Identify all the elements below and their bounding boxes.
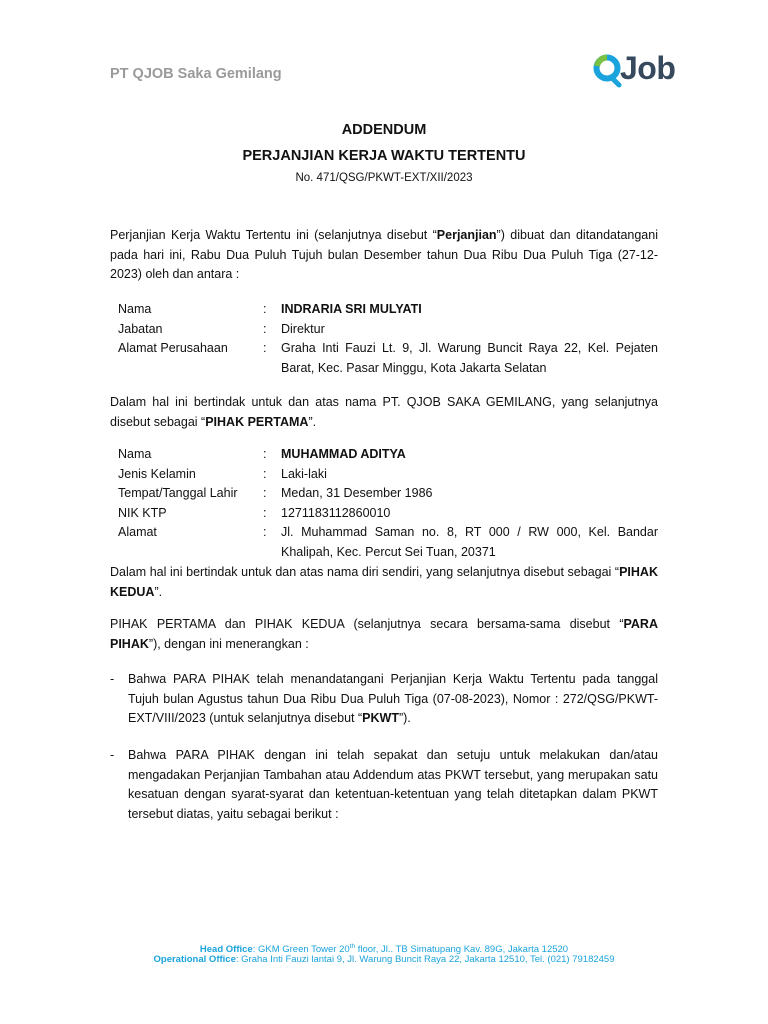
party2-table	[118, 445, 658, 562]
doc-subtitle: PERJANJIAN KERJA WAKTU TERTENTU	[242, 148, 526, 164]
party1-row-jabatan: Jabatan : Direktur	[118, 321, 325, 336]
logo-text: Job	[620, 50, 676, 86]
company-name: PT QJOB Saka Gemilang	[110, 66, 282, 82]
qjob-logo	[592, 52, 702, 94]
party2-row-ttl: Tempat/Tanggal Lahir : Medan, 31 Desember 1986	[118, 486, 433, 500]
bullet-item: - Bahwa PARA PIHAK dengan ini telah sepakat dan setuju untuk melakukan dan/atau mengadakan Perjanjian Tambahan atau Addendum atas PKWT tersebut, yang merupakan satu kesatuan dengan syarat-syarat dan ketentuan-ketentuan yang telah ditetapkan dalam PKWT tersebut diatas, yaitu sebagai berikut :	[110, 748, 658, 821]
party1-role: Dalam hal ini bertindak untuk dan atas nama PT. QJOB SAKA GEMILANG, yang selanjutnya disebut sebagai “PIHAK PERTAMA”.	[110, 395, 658, 429]
party2-row-jenis-kelamin: Jenis Kelamin : Laki-laki	[118, 466, 327, 481]
party1-row-alamat: Alamat Perusahaan : Graha Inti Fauzi Lt. 9, Jl. Warung Buncit Raya 22, Kel. Pejaten Barat, Kec. Pasar Minggu, Kota Jakarta Selatan	[118, 341, 658, 375]
doc-title: ADDENDUM	[341, 122, 427, 138]
party2-row-alamat: Alamat : Jl. Muhammad Saman no. 8, RT 000 / RW 000, Kel. Bandar Khalipah, Kec. Percut Sei Tuan, 20371	[118, 525, 658, 559]
party2-row-nama: Nama : MUHAMMAD ADITYA	[118, 447, 406, 461]
intro-paragraph: Perjanjian Kerja Waktu Tertentu ini (selanjutnya disebut “Perjanjian”) dibuat dan ditandatangani pada hari ini, Rabu Dua Puluh Tujuh bulan Desember tahun Dua Ribu Dua Puluh Tiga (27-12-2023) oleh dan antara :	[110, 228, 658, 281]
bullet-item: - Bahwa PARA PIHAK telah menandatangani Perjanjian Kerja Waktu Tertentu pada tanggal Tujuh bulan Agustus tahun Dua Ribu Dua Puluh Tiga (07-08-2023), Nomor : 272/QSG/PKWT-EXT/VIII/2023 (untuk selanjutnya disebut “PKWT”).	[110, 672, 658, 725]
party2-role: Dalam hal ini bertindak untuk dan atas nama diri sendiri, yang selanjutnya disebut sebagai “PIHAK KEDUA”.	[110, 565, 658, 599]
footer-operational-office: Operational Office: Graha Inti Fauzi lantai 9, Jl. Warung Buncit Raya 22, Jakarta 12510, Tel. (021) 79182459	[153, 954, 615, 965]
party2-row-nik: NIK KTP : 1271183112860010	[118, 505, 391, 520]
party1-table	[118, 300, 658, 378]
doc-number: No. 471/QSG/PKWT-EXT/XII/2023	[295, 172, 473, 184]
party1-row-nama: Nama : INDRARIA SRI MULYATI	[118, 302, 422, 316]
footer-head-office: Head Office: GKM Green Tower 20th floor, Jl.. TB Simatupang Kav. 89G, Jakarta 12520	[199, 943, 569, 956]
parties-joint-paragraph: PIHAK PERTAMA dan PIHAK KEDUA (selanjutnya secara bersama-sama disebut “PARA PIHAK”), dengan ini menerangkan :	[110, 617, 658, 651]
